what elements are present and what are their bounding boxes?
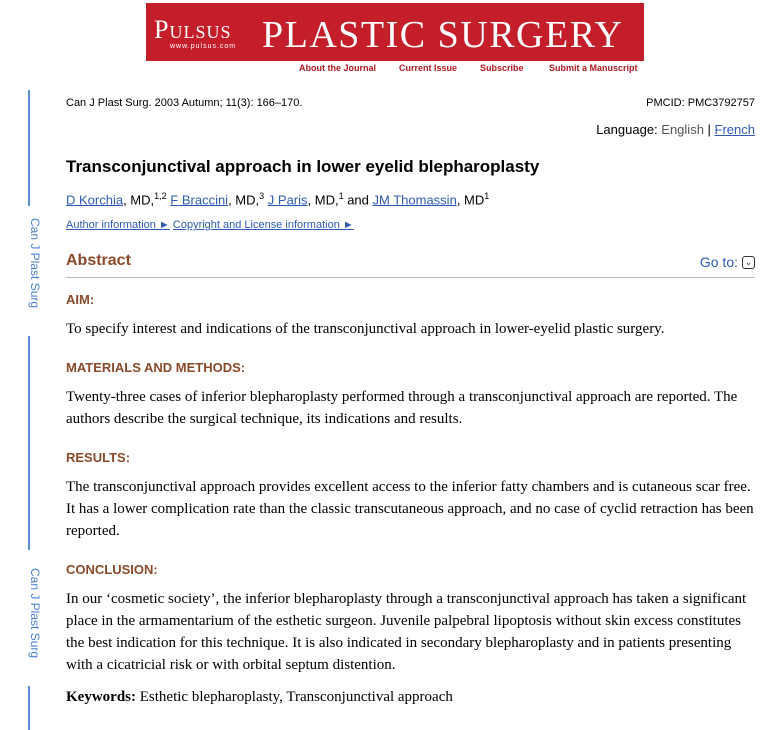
nav-submit-manuscript[interactable]: Submit a Manuscript: [549, 63, 638, 73]
author-degree: , MD,: [307, 192, 339, 208]
author-information-toggle[interactable]: Author information ►: [66, 219, 170, 231]
abstract-heading: Abstract: [66, 252, 131, 269]
section-heading-aim: AIM:: [66, 292, 95, 307]
sidebar-rule: [28, 90, 30, 206]
section-text-conclusion: In our ‘cosmetic society’, the inferior blepharoplasty through a transconjunctival approach has taken a significant place in the armamentarium of the esthetic surgeon. Juvenile palpebral lipoptosis without skin excess constitutes the best indication for this technique. It is also indicated in secondary blepharoplasty and in patients presenting with a cicatricial risk or with orbital septum distention.: [66, 591, 747, 673]
pmcid: PMCID: PMC3792757: [646, 97, 755, 109]
author-degree: , MD,: [123, 192, 155, 208]
language-separator: |: [703, 122, 715, 137]
article-info-links: [66, 219, 354, 231]
journal-title-logo: PLASTIC SURGERY: [262, 14, 624, 56]
section-text-methods: Twenty-three cases of inferior blepharoplasty performed through a transconjunctival approach are reported. The authors describe the surgical technique, its indications and results.: [66, 389, 738, 427]
abstract-divider: [66, 277, 755, 278]
author-affiliation: 1,2: [154, 191, 167, 201]
journal-banner[interactable]: [146, 3, 644, 75]
section-heading-results: RESULTS:: [66, 450, 131, 465]
goto-menu[interactable]: [700, 254, 755, 270]
language-current: English: [661, 122, 704, 137]
author-list: [66, 191, 489, 207]
author-link[interactable]: F Braccini: [170, 192, 229, 208]
sidebar-rule: [28, 686, 30, 730]
language-french-link[interactable]: French: [714, 122, 755, 137]
section-heading-conclusion: CONCLUSION:: [66, 562, 158, 577]
section-text-aim: To specify interest and indications of the transconjunctival approach in lower-eyelid plastic surgery.: [66, 321, 665, 337]
author-link[interactable]: J Paris: [267, 192, 308, 208]
pulsus-url: www.pulsus.com: [170, 43, 237, 50]
author-link[interactable]: D Korchia: [66, 192, 124, 208]
authors-and: and: [343, 192, 373, 208]
sidebar-journal-label: Can J Plast Surg: [28, 218, 42, 309]
author-affiliation: 3: [259, 191, 265, 201]
section-text-results: The transconjunctival approach provides excellent access to the inferior fatty chambers and is cutaneous scar free. It has a lower complication rate than the classic transcutaneous approach, and no case of cyclid retraction has been reported.: [66, 479, 754, 539]
nav-subscribe[interactable]: Subscribe: [480, 63, 524, 73]
nav-current-issue[interactable]: Current Issue: [399, 63, 458, 73]
language-prefix: Language:: [596, 122, 662, 137]
keywords-label: Keywords:: [66, 689, 136, 705]
nav-about-journal[interactable]: About the Journal: [299, 63, 376, 73]
author-degree: , MD: [456, 192, 485, 208]
citation: Can J Plast Surg. 2003 Autumn; 11(3): 166–170.: [66, 97, 303, 109]
sidebar-journal-label-2: Can J Plast Surg: [28, 568, 42, 659]
author-affiliation: 1: [338, 191, 344, 201]
goto-label: Go to:: [699, 254, 738, 270]
keywords: [66, 689, 453, 706]
keywords-text: Esthetic blepharoplasty, Transconjunctival approach: [136, 689, 453, 705]
author-link[interactable]: JM Thomassin: [372, 192, 457, 208]
chevron-down-icon[interactable]: ⌄: [742, 256, 755, 269]
author-affiliation: 1: [484, 191, 490, 201]
pulsus-logo: Pulsus: [154, 15, 232, 44]
copyright-information-toggle[interactable]: Copyright and License information ►: [172, 219, 354, 231]
sidebar-rule: [28, 336, 30, 550]
article-title: Transconjunctival approach in lower eyelid blepharoplasty: [66, 157, 540, 176]
author-degree: , MD,: [228, 192, 260, 208]
language-selector: [596, 122, 755, 137]
section-heading-methods: MATERIALS AND METHODS:: [66, 360, 246, 375]
journal-sidebar: [20, 90, 40, 730]
